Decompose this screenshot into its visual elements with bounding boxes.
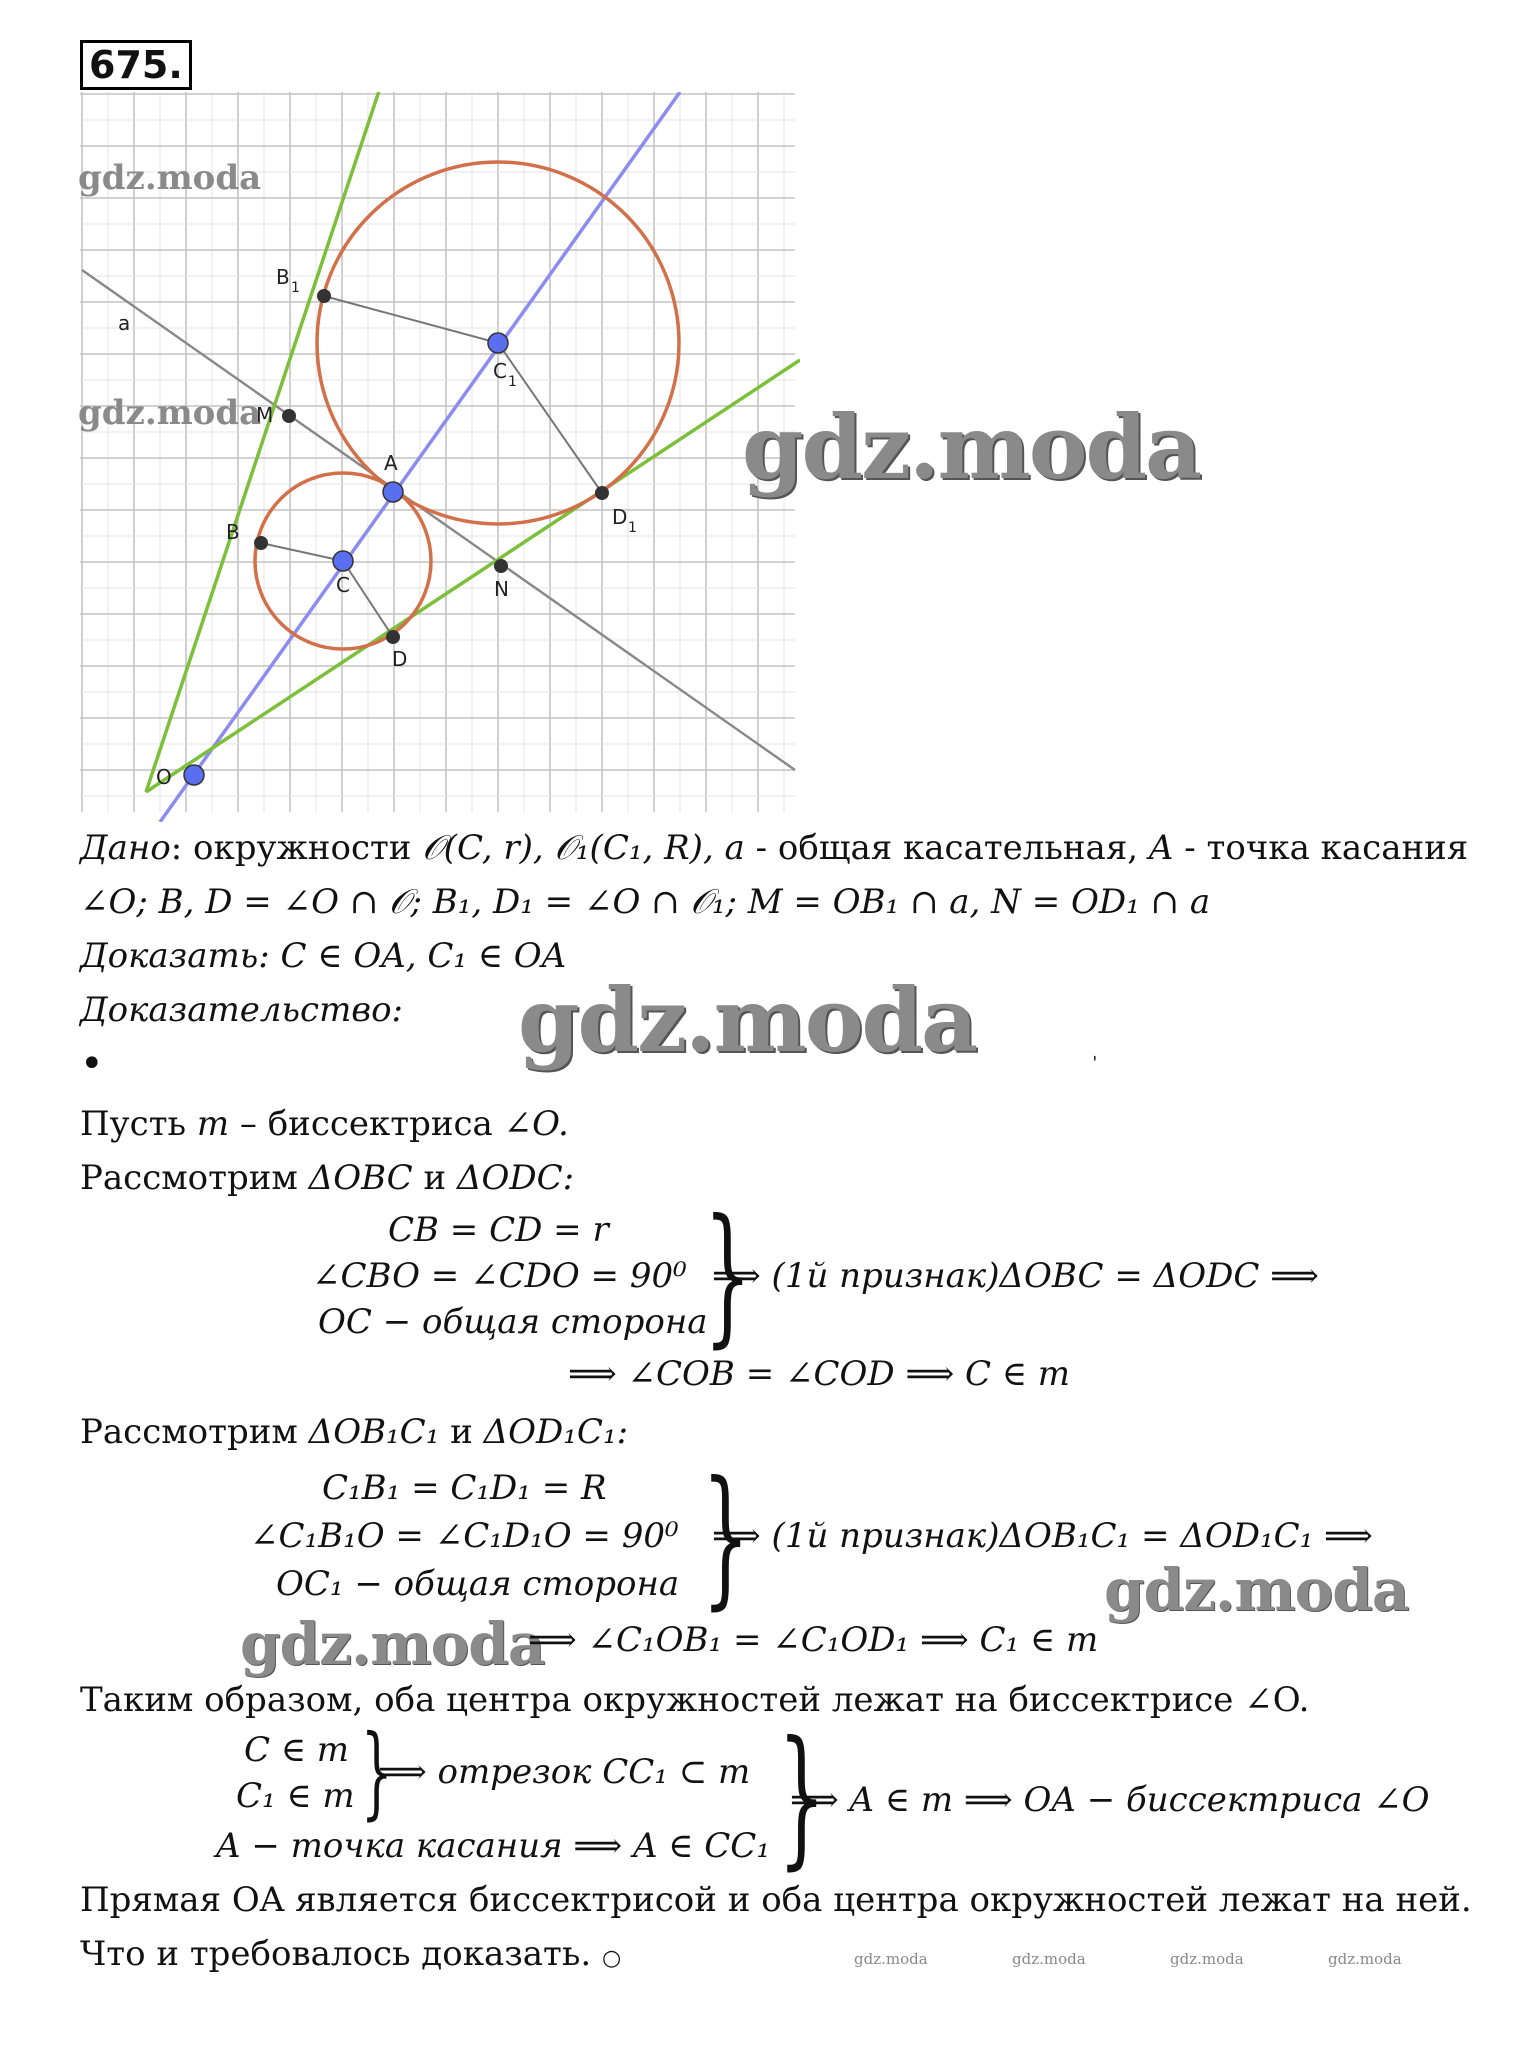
thus-line: Таким образом, оба центра окружностей лежат на биссектрисе ∠O. xyxy=(80,1680,1310,1720)
label-c: C xyxy=(336,573,350,597)
grid xyxy=(80,92,795,812)
watermark-tiny-2: gdz.moda xyxy=(1012,1950,1086,1968)
given-line-1: Дано: окружности 𝒪(C, r), 𝒪₁(C₁, R), a - общая касательная, A - точка касания xyxy=(80,828,1469,868)
brace-2: } xyxy=(701,1450,750,1624)
sys3-row-2: C₁ ∈ m xyxy=(236,1776,355,1816)
qed-line: Что и требовалось доказать. ○ xyxy=(80,1934,622,1974)
consider-2: Рассмотрим ΔOB₁C₁ и ΔOD₁C₁: xyxy=(80,1412,629,1452)
point-d1 xyxy=(595,486,609,500)
conclusion-line: Прямая OA является биссектрисой и оба центра окружностей лежат на ней. xyxy=(80,1880,1472,1920)
proof-label: Доказательство: xyxy=(80,990,404,1030)
point-d xyxy=(386,630,400,644)
label-a-line: a xyxy=(118,311,131,335)
consider-1: Рассмотрим ΔOBC и ΔODC: xyxy=(80,1158,575,1198)
label-m: M xyxy=(256,403,274,427)
watermark-3: gdz.moda xyxy=(742,395,1201,499)
point-o xyxy=(184,765,204,785)
brace-1: } xyxy=(703,1188,752,1362)
label-b1-sub: 1 xyxy=(291,280,300,296)
watermark-tiny-4: gdz.moda xyxy=(1328,1950,1402,1968)
sys3-row-1: C ∈ m xyxy=(244,1730,350,1770)
sys1-result-2: ⟹ ∠COB = ∠COD ⟹ C ∈ m xyxy=(568,1354,1071,1394)
label-n: N xyxy=(494,577,509,601)
label-d1: D xyxy=(612,505,628,529)
tangent-line-a xyxy=(82,270,795,770)
label-c1: C xyxy=(493,359,507,383)
sys2-row-1: C₁B₁ = C₁D₁ = R xyxy=(322,1468,607,1508)
sys1-row-3: OC − общая сторона xyxy=(318,1302,708,1342)
brace-3a: } xyxy=(360,1713,393,1830)
point-m xyxy=(282,409,296,423)
point-c xyxy=(333,551,353,571)
brace-3b: } xyxy=(777,1710,826,1884)
sys2-row-2: ∠C₁B₁O = ∠C₁D₁O = 90⁰ xyxy=(250,1516,679,1556)
label-o: O xyxy=(156,765,172,789)
given-line-2: ∠O; B, D = ∠O ∩ 𝒪; B₁, D₁ = ∠O ∩ 𝒪₁; M = OB₁ ∩ a, N = OD₁ ∩ a xyxy=(80,882,1211,922)
label-b1: B xyxy=(276,265,290,289)
prove-line: Доказать: C ∈ OA, C₁ ∈ OA xyxy=(80,936,567,976)
given-label: Дано xyxy=(80,828,171,868)
label-d: D xyxy=(392,647,408,671)
point-a xyxy=(383,482,403,502)
sys2-result: ⟹ (1й признак)ΔOB₁C₁ = ΔOD₁C₁ ⟹ xyxy=(712,1516,1373,1556)
sys3-result: ⟹ A ∈ m ⟹ OA − биссектриса ∠O xyxy=(790,1780,1430,1820)
point-b xyxy=(254,536,268,550)
tick-mark: ˈ xyxy=(1092,1052,1098,1076)
watermark-5: gdz.moda xyxy=(1104,1556,1409,1624)
watermark-1: gdz.moda xyxy=(78,158,262,198)
qed-mark: ○ xyxy=(602,1946,622,1971)
watermark-4: gdz.moda xyxy=(518,968,977,1072)
sys1-row-2: ∠CBO = ∠CDO = 90⁰ xyxy=(312,1256,687,1296)
label-a: A xyxy=(384,451,398,475)
label-d1-sub: 1 xyxy=(628,520,637,536)
radius-cb xyxy=(261,543,343,561)
geometry-figure xyxy=(80,92,800,822)
watermark-tiny-3: gdz.moda xyxy=(1170,1950,1244,1968)
bullet: • xyxy=(80,1041,104,1087)
problem-number: 675. xyxy=(80,40,192,90)
let-line: Пусть m – биссектриса ∠O. xyxy=(80,1104,569,1144)
point-b1 xyxy=(317,289,331,303)
sys1-result: ⟹ (1й признак)ΔOBC = ΔODC ⟹ xyxy=(712,1256,1319,1296)
sys2-row-3: OC₁ − общая сторона xyxy=(276,1564,680,1604)
sys3-mid: ⟹ отрезок CC₁ ⊂ m xyxy=(378,1752,751,1792)
prove-label: Доказать xyxy=(80,936,259,976)
label-b: B xyxy=(226,520,240,544)
point-n xyxy=(494,559,508,573)
watermark-2: gdz.moda xyxy=(78,393,262,433)
watermark-tiny-1: gdz.moda xyxy=(854,1950,928,1968)
sys2-result-2: ⟹ ∠C₁OB₁ = ∠C₁OD₁ ⟹ C₁ ∈ m xyxy=(528,1620,1099,1660)
point-c1 xyxy=(488,333,508,353)
sys1-row-1: CB = CD = r xyxy=(388,1210,609,1250)
sys3-row-3: A − точка касания ⟹ A ∈ CC₁ xyxy=(216,1826,770,1866)
label-c1-sub: 1 xyxy=(508,374,517,390)
watermark-6: gdz.moda xyxy=(240,1610,545,1678)
